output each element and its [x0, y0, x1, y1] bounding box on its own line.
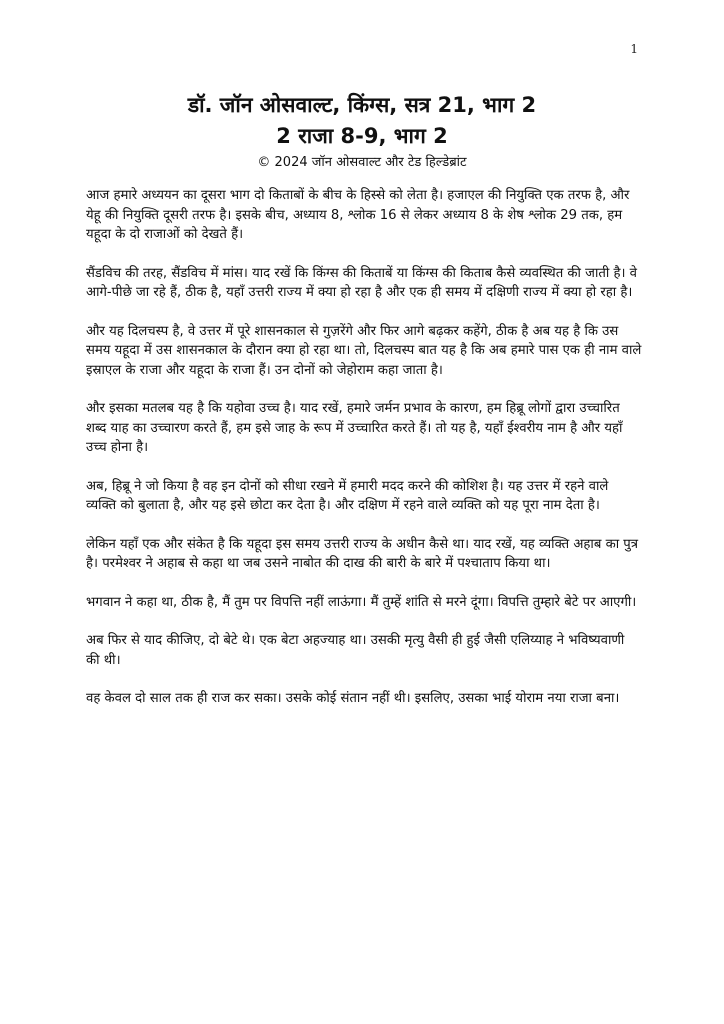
page-subtitle: 2 राजा 8-9, भाग 2 [276, 124, 448, 148]
paragraph-1: आज हमारे अध्ययन का दूसरा भाग दो किताबों के बीच के हिस्से को लेता है। हजाएल की नियुक्ति एक तरफ है, और येहू की नियुक्ति दूसरी तरफ है। इसके बीच, अध्याय 8, श्लोक 16 से लेकर अध्याय 8 के शेष श्लोक 29 तक, हम यहूदा के दो राजाओं को देखते हैं। [86, 188, 630, 242]
copyright-line: © 2024 जॉन ओसवाल्ट और टेड हिल्डेब्रांट [257, 155, 467, 170]
paragraph-6: लेकिन यहाँ एक और संकेत है कि यहूदा इस समय उत्तरी राज्य के अधीन कैसे था। याद रखें, यह व्यक्ति अहाब का पुत्र है। परमेश्वर ने अहाब से कहा था जब उसने नाबोत की दाख की बारी के बारे में पश्चाताप किया था। [86, 536, 639, 571]
page-title: डॉ. जॉन ओसवाल्ट, किंग्स, सत्र 21, भाग 2 [187, 93, 537, 117]
paragraph-4: और इसका मतलब यह है कि यहोवा उच्च है। याद रखें, हमारे जर्मन प्रभाव के कारण, हम हिब्रू लोगों द्वारा उच्चारित शब्द याह का उच्चारण करते हैं, हम इसे जाह के रूप में उच्चारित करते हैं। तो यह है, यहाँ ईश्वरीय नाम है और यहाँ उच्च होना है। [86, 401, 623, 455]
page-number: 1 [630, 42, 638, 56]
document-header [60, 90, 664, 173]
paragraph-2: सैंडविच की तरह, सैंडविच में मांस। याद रखें कि किंग्स की किताबें या किंग्स की किताब कैसे व्यवस्थित की जाती है। वे आगे-पीछे जा रहे हैं, ठीक है, यहाँ उत्तरी राज्य में क्या हो रहा है और एक ही समय में दक्षिणी राज्य में क्या हो रहा है। [86, 265, 638, 300]
paragraph-5: अब, हिब्रू ने जो किया है वह इन दोनों को सीधा रखने में हमारी मदद करने की कोशिश है। यह उत्तर में रहने वाले व्यक्ति को बुलाता है, और यह इसे छोटा कर देता है। और दक्षिण में रहने वाले व्यक्ति को यह पूरा नाम देता है। [86, 478, 609, 513]
paragraph-3: और यह दिलचस्प है, वे उत्तर में पूरे शासनकाल से गुज़रेंगे और फिर आगे बढ़कर कहेंगे, ठीक है अब यह है कि उस समय यहूदा में उस शासनकाल के दौरान क्या हो रहा था। तो, दिलचस्प बात यह है कि अब हमारे पास एक ही नाम वाले इस्राएल के राजा और यहूदा के राजा हैं। उन दोनों को जेहोराम कहा जाता है। [86, 323, 642, 378]
paragraph-8: अब फिर से याद कीजिए, दो बेटे थे। एक बेटा अहज्याह था। उसकी मृत्यु वैसी ही हुई जैसी एलिय्याह ने भविष्यवाणी की थी। [86, 633, 625, 668]
paragraph-7: भगवान ने कहा था, ठीक है, मैं तुम पर विपत्ति नहीं लाऊंगा। मैं तुम्हें शांति से मरने दूंगा। विपत्ति तुम्हारे बेटे पर आएगी। [86, 594, 637, 610]
paragraph-9: वह केवल दो साल तक ही राज कर सका। उसके कोई संतान नहीं थी। इसलिए, उसका भाई योराम नया राजा बना। [86, 691, 620, 706]
document-body [86, 186, 642, 728]
